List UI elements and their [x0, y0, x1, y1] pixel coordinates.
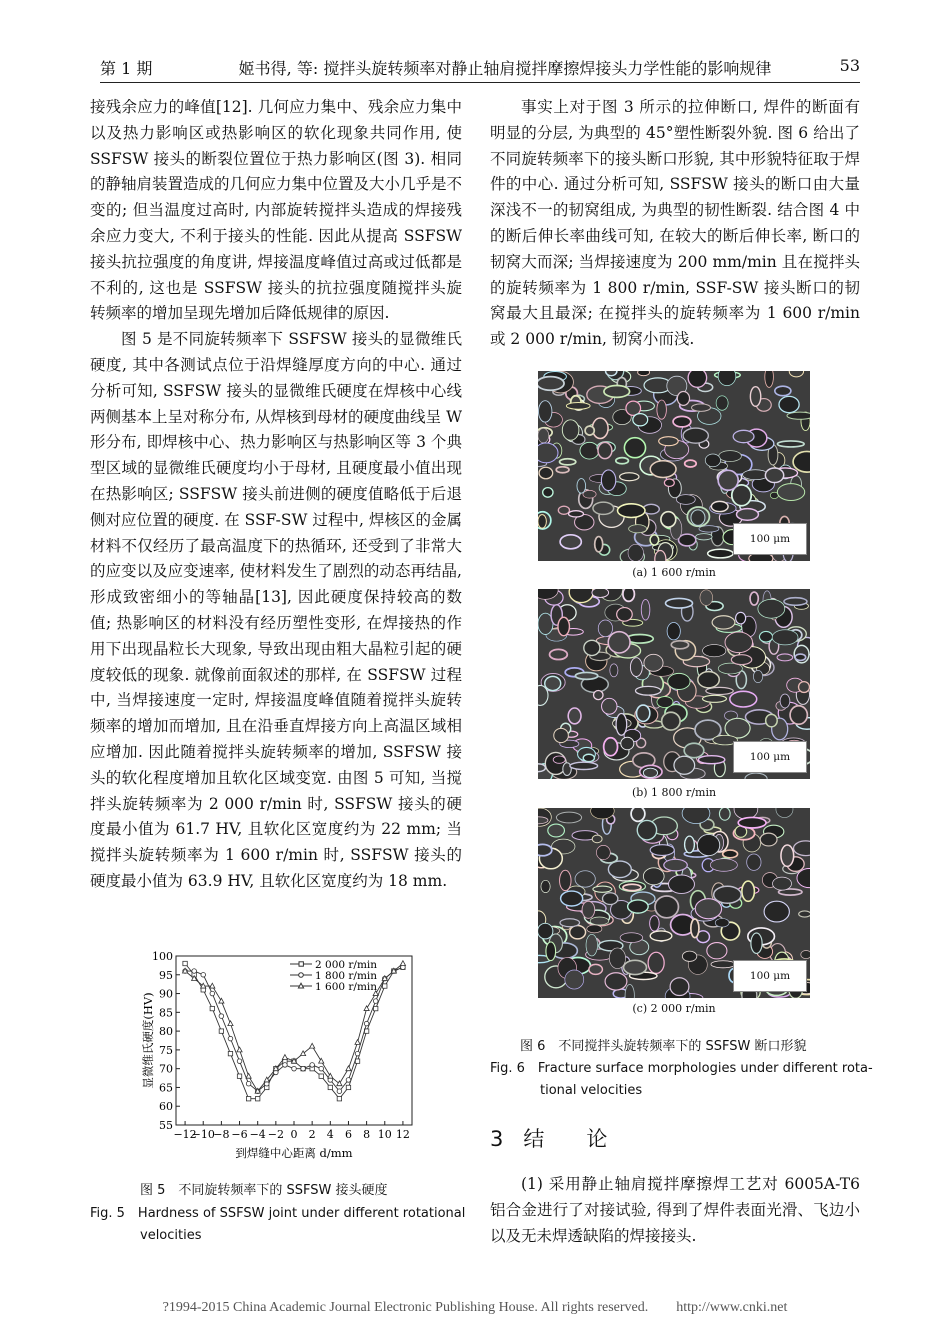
data-point — [228, 1036, 233, 1041]
dimple — [570, 925, 586, 938]
dimple — [697, 834, 719, 855]
data-point — [310, 1063, 315, 1068]
section-title: 结 论 — [523, 1127, 608, 1151]
dimple — [711, 961, 735, 968]
dimple — [657, 400, 667, 419]
dimple — [553, 756, 565, 763]
dimple — [764, 901, 789, 922]
dimple — [777, 654, 793, 661]
dimple — [708, 549, 733, 558]
dimple — [707, 943, 727, 959]
page-number: 53 — [839, 56, 860, 75]
dimple — [650, 931, 672, 941]
dimple — [780, 694, 790, 708]
dimple — [609, 948, 625, 969]
data-point — [192, 969, 197, 974]
dimple — [598, 620, 612, 637]
x-tick-label: 4 — [326, 1128, 334, 1141]
dimple — [620, 933, 643, 943]
dimple — [733, 430, 754, 442]
data-point — [355, 1051, 360, 1056]
dimple — [586, 934, 597, 956]
dimple — [674, 756, 695, 774]
dimple — [604, 385, 630, 397]
dimple — [546, 942, 556, 961]
data-point — [237, 1074, 241, 1078]
dimple — [657, 697, 673, 708]
data-point — [328, 1073, 333, 1078]
dimple — [617, 608, 633, 622]
fig5-caption-en: Fig. 5 Hardness of SSFSW joint under different rotational — [90, 1206, 466, 1221]
dimple — [618, 504, 645, 518]
dimple — [655, 896, 678, 918]
dimple — [593, 886, 612, 892]
dimple — [596, 845, 610, 859]
scale-bar: 100 μm — [733, 741, 807, 773]
section-heading — [490, 1123, 607, 1153]
dimple — [644, 654, 663, 671]
dimple — [592, 835, 602, 843]
x-tick-label: −8 — [213, 1128, 230, 1141]
dimple — [711, 501, 728, 511]
dimple — [691, 919, 699, 938]
data-point — [337, 1097, 341, 1101]
page-header — [100, 50, 860, 80]
fig6b-label: (b) 1 800 r/min — [631, 786, 717, 799]
dimple — [716, 396, 728, 410]
data-point — [246, 1097, 250, 1101]
dimple — [799, 911, 810, 917]
data-point — [183, 961, 187, 965]
dimple — [664, 479, 674, 486]
legend-marker — [299, 962, 303, 966]
dimple — [682, 951, 696, 961]
x-tick-label: −12 — [173, 1128, 197, 1141]
dimple — [631, 808, 645, 821]
dimple — [719, 808, 730, 820]
dimple — [753, 670, 762, 682]
dimple — [659, 437, 679, 446]
dimple — [671, 641, 688, 649]
fig5-caption-cn: 图 5 不同旋转频率下的 SSFSW 接头硬度 — [140, 1183, 388, 1198]
scale-bar: 100 μm — [733, 523, 807, 555]
data-point — [246, 1081, 251, 1086]
dimple — [772, 630, 798, 645]
data-point — [346, 1078, 351, 1083]
dimple — [751, 933, 762, 953]
dimple — [700, 590, 713, 606]
dimple — [568, 708, 581, 724]
y-tick-label: 70 — [159, 1062, 173, 1076]
data-point — [319, 1074, 323, 1078]
dimple — [777, 441, 804, 447]
data-point — [292, 1066, 297, 1071]
chart-svg — [140, 948, 430, 1163]
dimple — [703, 645, 726, 657]
data-point — [246, 1073, 251, 1078]
data-point — [283, 1063, 288, 1068]
legend-label: 1 800 r/min — [315, 970, 378, 982]
dimple — [794, 841, 810, 856]
dimple — [624, 960, 647, 974]
dimple — [696, 534, 712, 540]
dimple — [801, 950, 810, 958]
dimple — [731, 655, 751, 665]
dimple — [670, 978, 689, 996]
dimple — [650, 916, 660, 931]
y-tick-label: 55 — [159, 1119, 173, 1132]
data-point — [346, 1066, 351, 1071]
legend-label: 2 000 r/min — [315, 959, 378, 971]
dimple — [718, 470, 738, 490]
dimple — [594, 691, 603, 700]
dimple — [737, 509, 759, 521]
paragraph: 接残余应力的峰值[12]. 几何应力集中、残余应力集中以及热力影响区或热影响区的软化现象共同作用, 使 SSFSW 接头的断裂位置位于热力影响区(图 3). 相同的静轴肩装置造成的几何应力集中位置及大小几乎是不变的; 但当温度过高时, 内部旋转搅拌头造成的焊接残余应力变大, 不利于接头的性能. 因此从提高 SSFSW 接头抗拉强度的角度讲, 焊接温度峰值过高或过低都是不利的, 这也是 SSFSW 接头的抗拉强度随搅拌头旋转频率的增加呈现先增加后降低规律的原因. — [90, 98, 463, 323]
dimple — [538, 377, 564, 391]
dimple — [603, 893, 618, 905]
dimple — [723, 850, 738, 858]
dimple — [590, 917, 609, 925]
dimple — [648, 952, 664, 973]
dimple — [781, 845, 794, 866]
dimple — [608, 632, 630, 653]
dimple — [560, 535, 581, 549]
dimple — [643, 768, 657, 777]
dimple — [662, 712, 681, 730]
dimple — [560, 459, 576, 465]
data-point — [219, 1014, 224, 1019]
dimple — [664, 859, 687, 871]
data-point — [346, 1085, 350, 1089]
dimple — [710, 859, 737, 872]
dimple — [790, 706, 807, 725]
dimple — [698, 672, 719, 688]
dimple — [715, 918, 729, 927]
y-tick-label: 80 — [159, 1025, 173, 1039]
y-tick-label: 90 — [159, 987, 173, 1001]
dimple — [584, 640, 600, 655]
data-point — [237, 1047, 242, 1052]
x-tick-label: −2 — [267, 1128, 284, 1141]
dimple — [548, 824, 565, 837]
dimple — [616, 714, 627, 736]
data-point — [355, 1059, 359, 1063]
dimple — [695, 899, 721, 919]
dimple — [750, 592, 758, 605]
fig5-caption-en-2: velocities — [140, 1228, 202, 1243]
data-point — [282, 1055, 287, 1060]
dimple — [592, 589, 609, 597]
dimple — [685, 836, 695, 853]
dimple — [610, 664, 618, 677]
dimple — [545, 676, 561, 690]
data-point — [373, 999, 378, 1004]
y-tick-label: 100 — [152, 950, 173, 963]
data-point — [237, 1059, 242, 1064]
data-point — [400, 961, 405, 966]
dimple — [668, 875, 694, 893]
dimple — [641, 599, 650, 620]
dimple — [585, 426, 594, 435]
x-tick-label: 6 — [344, 1128, 352, 1141]
dimple — [736, 612, 746, 624]
dimple — [583, 754, 594, 761]
dimple — [587, 925, 602, 933]
dimple — [538, 401, 551, 422]
y-tick-label: 65 — [159, 1081, 173, 1095]
dimple — [635, 686, 660, 695]
dimple — [550, 649, 568, 659]
dimple — [760, 833, 777, 846]
y-tick-label: 85 — [159, 1006, 173, 1020]
dimple — [643, 868, 664, 885]
data-point — [255, 1097, 259, 1101]
dimple — [719, 451, 742, 462]
dimple — [698, 756, 724, 764]
dimple — [747, 854, 761, 870]
dimple — [650, 845, 674, 856]
dimple — [712, 616, 735, 629]
dimple — [650, 461, 676, 478]
dimple — [638, 371, 650, 376]
dimple — [562, 420, 579, 440]
dimple — [630, 658, 642, 677]
paragraph: (1) 采用静止轴肩搅拌摩擦焊工艺对 6005A-T6 铝合金进行了对接试验, 得到了焊件表面光滑、飞边小以及无未焊透缺陷的焊接接头. — [490, 1175, 860, 1245]
dimple — [650, 535, 659, 545]
data-point — [383, 984, 387, 988]
dimple — [673, 416, 691, 427]
dimple — [795, 654, 806, 660]
y-axis-label: 显微维氏硬度(HV) — [141, 992, 155, 1089]
dimple — [628, 900, 649, 913]
running-title: 姬书得, 等: 搅拌头旋转频率对静止轴肩搅拌摩擦焊接头力学性能的影响规律 — [238, 59, 772, 78]
hardness-chart — [140, 948, 430, 1163]
conclusion-paragraph — [490, 1172, 860, 1249]
dimple — [758, 599, 785, 618]
data-point — [355, 1040, 360, 1045]
x-tick-label: −10 — [191, 1128, 215, 1141]
fig6a-label: (a) 1 600 r/min — [632, 566, 716, 579]
dimple — [799, 682, 810, 693]
x-axis-label: 到焊缝中心距离 d/mm — [235, 1146, 353, 1160]
dimple — [583, 490, 596, 498]
dimple — [668, 673, 690, 689]
data-point — [364, 1021, 369, 1026]
dimple — [775, 386, 791, 396]
x-tick-label: 8 — [363, 1128, 371, 1141]
dimple — [606, 371, 617, 376]
data-point — [228, 1021, 233, 1026]
dimple — [633, 414, 648, 426]
dimple — [577, 479, 586, 494]
legend-marker — [299, 973, 304, 978]
data-point — [310, 1043, 315, 1048]
data-point — [201, 972, 206, 977]
dimple — [705, 454, 720, 467]
dimple — [623, 589, 635, 601]
dimple — [655, 551, 666, 561]
dimple — [556, 812, 581, 823]
dimple — [623, 884, 641, 890]
x-tick-label: −6 — [231, 1128, 248, 1141]
paragraph: 事实上对于图 3 所示的拉伸断口, 焊件的断面有明显的分层, 为典型的 45°塑性断裂外貌. 图 6 给出了不同旋转频率下的接头断口形貌, 其中形貌特征取于焊件的中心. 通过分析可知, SSFSW 接头的断口由大量深浅不一的韧窝组成, 为典型的韧性断裂. 结合图 4 中的断后伸长率曲线可知, 在较大的断后伸长率, 断口的韧窝大而深; 当焊接速度为 200 mm/min 且在搅拌头的旋转频率为 1 800 r/min, SSF-SW 接头断口的韧窝最大且最深; 在搅拌头的旋转频率为 1 600 r/min 或 2 000 r/min, 韧窝小而浅. — [490, 98, 860, 349]
dimple — [538, 923, 553, 939]
dimple — [560, 919, 580, 927]
data-point — [210, 991, 215, 996]
dimple — [580, 442, 599, 459]
x-tick-label: 10 — [377, 1128, 392, 1141]
issue-number: 第 1 期 — [100, 59, 153, 78]
dimple — [589, 964, 603, 974]
dimple — [554, 728, 569, 742]
section-number: 3 — [490, 1127, 504, 1151]
dimple — [777, 484, 804, 501]
dimple — [742, 881, 755, 901]
data-point — [364, 1006, 369, 1011]
dimple — [575, 672, 597, 679]
dimple — [598, 442, 612, 458]
dimple — [621, 737, 634, 750]
dimple — [683, 428, 708, 443]
dimple — [676, 495, 695, 505]
data-point — [228, 1051, 232, 1055]
dimple — [582, 901, 595, 918]
dimple — [539, 467, 553, 479]
dimple — [738, 817, 766, 828]
y-tick-label: 60 — [159, 1100, 173, 1114]
dimple — [605, 973, 627, 990]
dimple — [692, 404, 711, 411]
data-point — [210, 1006, 214, 1010]
data-point — [328, 1085, 332, 1089]
dimple — [601, 470, 615, 491]
dimple — [725, 632, 752, 653]
left-column — [90, 95, 462, 895]
y-tick-label: 75 — [159, 1043, 173, 1057]
dimple — [750, 387, 760, 407]
dimple — [624, 438, 645, 458]
dimple — [569, 511, 584, 517]
dimple — [765, 468, 783, 483]
dimple — [560, 870, 571, 890]
dimple — [595, 537, 603, 552]
dimple — [637, 820, 656, 839]
x-tick-label: −4 — [249, 1128, 266, 1141]
scale-bar: 100 μm — [733, 960, 807, 992]
dimple — [691, 510, 705, 526]
dimple — [593, 502, 614, 514]
dimple — [575, 871, 595, 887]
dimple — [765, 371, 774, 387]
dimple — [743, 470, 769, 480]
dimple — [667, 623, 680, 640]
dimple — [773, 877, 792, 890]
dimple — [725, 718, 750, 738]
data-point — [373, 1006, 377, 1010]
fig6-caption-en: Fig. 6 Fracture surface morphologies under different rota- — [490, 1061, 873, 1076]
right-column — [490, 95, 860, 353]
legend-label: 1 600 r/min — [315, 981, 378, 993]
dimple — [779, 396, 799, 412]
data-point — [337, 1089, 342, 1094]
dimple — [538, 515, 546, 529]
data-point — [219, 998, 224, 1003]
dimple — [730, 691, 757, 707]
legend-marker — [298, 983, 303, 988]
copyright-footer: ?1994-2015 China Academic Journal Electronic Publishing House. All rights reserved. http://www.cnki.net — [162, 1300, 788, 1315]
x-tick-label: 2 — [308, 1128, 316, 1141]
dimple — [604, 738, 618, 756]
data-point — [219, 1029, 223, 1033]
dimple — [543, 488, 553, 498]
dimple — [684, 743, 704, 757]
dimple — [661, 512, 676, 528]
dimple — [679, 534, 696, 546]
data-point — [301, 1066, 306, 1071]
dimple — [556, 467, 569, 473]
paragraph: 图 5 是不同旋转频率下 SSFSW 接头的显微维氏硬度, 其中各测试点位于沿焊缝厚度方向的中心. 通过分析可知, SSFSW 接头的显微维氏硬度在焊核中心线两侧基本上呈对称分布, 从焊核到母材的硬度曲线呈 W 形分布, 即焊核中心、热力影响区与热影响区等 3 个典型区域的显微维氏硬度均小于母材, 且硬度最小值出现在热影响区; SSFSW 接头前进侧的硬度值略低于后退侧对应位置的硬度. 在 SSF-SW 过程中, 焊核区的金属材料不仅经历了最高温度下的热循环, 还受到了非常大的应变以及应变速率, 使材料发生了剧烈的动态再结晶, 形成致密细小的等轴晶[13], 因此硬度保持较高的数值; 热影响区的材料没有经历塑性变形, 在焊接热的作用下出现晶粒长大现象, 导致出现由粗大晶粒引起的硬度较低的现象. 就像前面叙述的那样, 在 SSFSW 过程中, 当焊接速度一定时, 焊接温度峰值随着搅拌头旋转频率的增加而增加, 且在沿垂直焊接方向上高温区域相应增加. 因此随着搅拌头旋转频率的增加, SSFSW 接头的软化程度增加且软化区域变宽. 由图 5 可知, 当搅拌头旋转频率为 2 000 r/min 时, SSFSW 接头的硬度最小值为 61.7 HV, 且软化区宽度约为 22 mm; 当搅拌头旋转频率为 1 600 r/min 时, SSFSW 接头的硬度最小值为 63.9 HV, 且软化区宽度约为 18 mm. — [90, 330, 462, 890]
dimple — [616, 458, 629, 464]
dimple — [561, 891, 583, 906]
dimple — [538, 844, 552, 855]
dimple — [784, 598, 807, 606]
dimple — [565, 970, 584, 989]
dimple — [688, 371, 707, 387]
data-point — [319, 1066, 324, 1071]
dimple — [620, 473, 639, 481]
dimple — [538, 443, 558, 463]
dimple — [602, 698, 617, 714]
x-tick-label: 0 — [290, 1128, 298, 1141]
dimple — [677, 392, 689, 406]
y-tick-label: 95 — [159, 968, 173, 982]
header-rule — [100, 82, 860, 83]
dimple — [666, 598, 693, 608]
fig6-caption-cn: 图 6 不同搅拌头旋转频率下的 SSFSW 断口形貌 — [520, 1039, 807, 1054]
fig6-caption-en-2: tional velocities — [540, 1083, 643, 1098]
fig6c-label: (c) 2 000 r/min — [632, 1002, 716, 1015]
x-tick-label: 12 — [395, 1128, 410, 1141]
dimple — [628, 544, 643, 561]
dimple — [538, 764, 545, 772]
dimple — [566, 403, 590, 410]
dimple — [629, 525, 647, 533]
dimple — [685, 460, 697, 467]
dimple — [570, 762, 598, 769]
dimple — [538, 817, 548, 824]
dimple — [637, 705, 650, 721]
dimple — [558, 506, 569, 514]
dimple — [766, 714, 778, 726]
dimple — [592, 418, 608, 438]
dimple — [759, 631, 772, 642]
dimple — [714, 886, 742, 903]
data-point — [319, 1058, 324, 1063]
dimple — [558, 617, 569, 635]
dimple — [541, 880, 550, 892]
dimple — [703, 695, 727, 702]
dimple — [538, 428, 549, 442]
